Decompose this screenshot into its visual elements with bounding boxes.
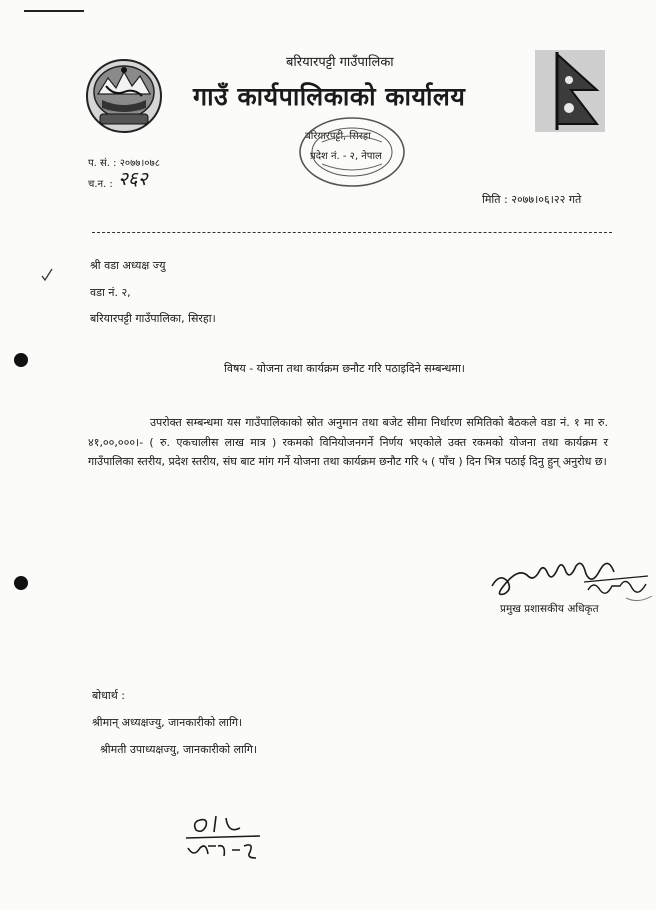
recipient-line-3: बरियारपट्टी गाउँपालिका, सिरहा। [90,312,216,325]
cc-item: श्रीमान् अध्यक्षज्यु, जानकारीको लागि। [92,716,243,729]
cc-item: श्रीमती उपाध्यक्षज्यु, जानकारीको लागि। [100,743,258,756]
letter-number: प. सं. : २०७७।०७८ [88,158,160,169]
handwritten-note-icon [178,808,268,868]
office-province: प्रदेश नं. - २, नेपाल [310,151,382,162]
header-divider [92,232,612,233]
recipient-line-1: श्री वडा अध्यक्ष ज्यु [90,259,166,272]
cc-heading: बोधार्थ : [92,689,125,702]
punch-hole-mark [14,576,28,590]
letter-body: उपरोक्त सम्बन्धमा यस गाउँपालिकाको स्रोत अनुमान तथा बजेट सीमा निर्धारण समितिको बैठकले वडा नं. १ मा रु. ४१,००,०००।- ( रु. एकचालीस लाख मात्र ) रकमको विनियोजनगर्ने निर्णय भएकोले उक्त रकमको योजना तथा कार्यक्रम र गाउँपालिका स्तरीय, प्रदेश स्तरीय, संघ बाट मांग गर्ने योजना तथा कार्यक्रम छनौट गरि ५ ( पाँच ) दिन भित्र पठाई दिनु हुन् अनुरोध छ। [88,416,608,468]
signatory-title: प्रमुख प्रशासकीय अधिकृत [500,603,599,615]
nepal-emblem-icon [84,56,164,136]
recipient-line-2: वडा नं. २, [90,286,131,299]
office-title: गाउँ कार्यपालिकाको कार्यालय [193,82,466,111]
letter-subject: विषय - योजना तथा कार्यक्रम छनौट गरि पठाइदिने सम्बन्धमा। [224,362,465,375]
letter-date: मिति : २०७७।०६।२२ गते [482,193,582,206]
nepal-flag-icon [535,50,605,132]
dispatch-number-handwritten: २६२ [118,168,148,190]
municipality-name: बरियारपट्टी गाउँपालिका [286,55,394,70]
punch-hole-mark [14,353,28,367]
scan-edge-mark [24,0,84,12]
office-address: बरियारपट्टी, सिरहा [305,131,371,142]
check-mark-icon [40,268,54,282]
dispatch-label: च.न. : [88,179,113,190]
office-stamp-icon [292,112,412,192]
